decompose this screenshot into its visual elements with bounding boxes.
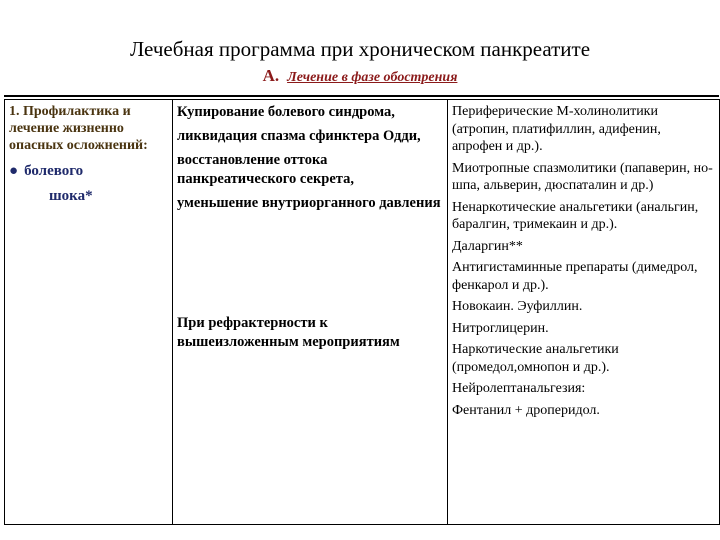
- subtitle-phrase: Лечение в фазе обострения: [287, 70, 458, 85]
- drug-item: Наркотические анальгетики (промедол,омнопон и др.).: [452, 342, 619, 375]
- goals-cell: [173, 100, 448, 525]
- drug-item: Миотропные спазмолитики (папаверин, но-шпа, альверин, дюспаталин и др.): [452, 160, 713, 193]
- goal-item: уменьшение внутриорганного давления: [177, 195, 441, 211]
- bullet-text: болевого: [24, 163, 84, 179]
- drug-item: Новокаин. Эуфиллин.: [452, 299, 583, 314]
- drug-item: Нитроглицерин.: [452, 320, 549, 336]
- goals-spacer: [177, 218, 442, 314]
- subtitle-letter: А.: [262, 66, 280, 85]
- goal-item: восстановление оттока панкреатического секрета,: [177, 152, 354, 187]
- complications-heading: 1. Профилактика и лечение жизненно опасных осложнений:: [9, 104, 148, 153]
- header-rule: [4, 95, 719, 97]
- drugs-cell: [448, 100, 720, 525]
- drug-item: Даларгин**: [452, 238, 523, 254]
- refractory-note: При рефрактерности к вышеизложенным мероприятиям: [177, 315, 400, 350]
- drug-item: Ненаркотические анальгетики (анальгин, баралгин, тримекаин и др.).: [452, 199, 699, 232]
- complications-cell: [5, 100, 173, 525]
- bullet-item: [9, 163, 167, 180]
- treatment-table: [4, 99, 720, 525]
- drug-item: Нейролептанальгезия:: [452, 381, 586, 396]
- bullet-continuation: шока*: [49, 188, 93, 204]
- page-subtitle: [0, 66, 720, 88]
- drug-item: Фентанил + дроперидол.: [452, 402, 600, 418]
- bullet-dot-icon: ●: [9, 163, 19, 179]
- drug-item: Периферические М-холинолитики (атропин, платифиллин, адифенин, апрофен и др.).: [452, 104, 661, 154]
- table-row: [5, 100, 720, 525]
- goal-item: ликвидация спазма сфинктера Одди,: [177, 128, 421, 144]
- drug-item: Антигистаминные препараты (димедрол, фенкарол и др.).: [452, 260, 698, 293]
- page-title: Лечебная программа при хроническом панкреатите: [129, 37, 591, 61]
- goal-item: Купирование болевого синдрома,: [177, 104, 395, 120]
